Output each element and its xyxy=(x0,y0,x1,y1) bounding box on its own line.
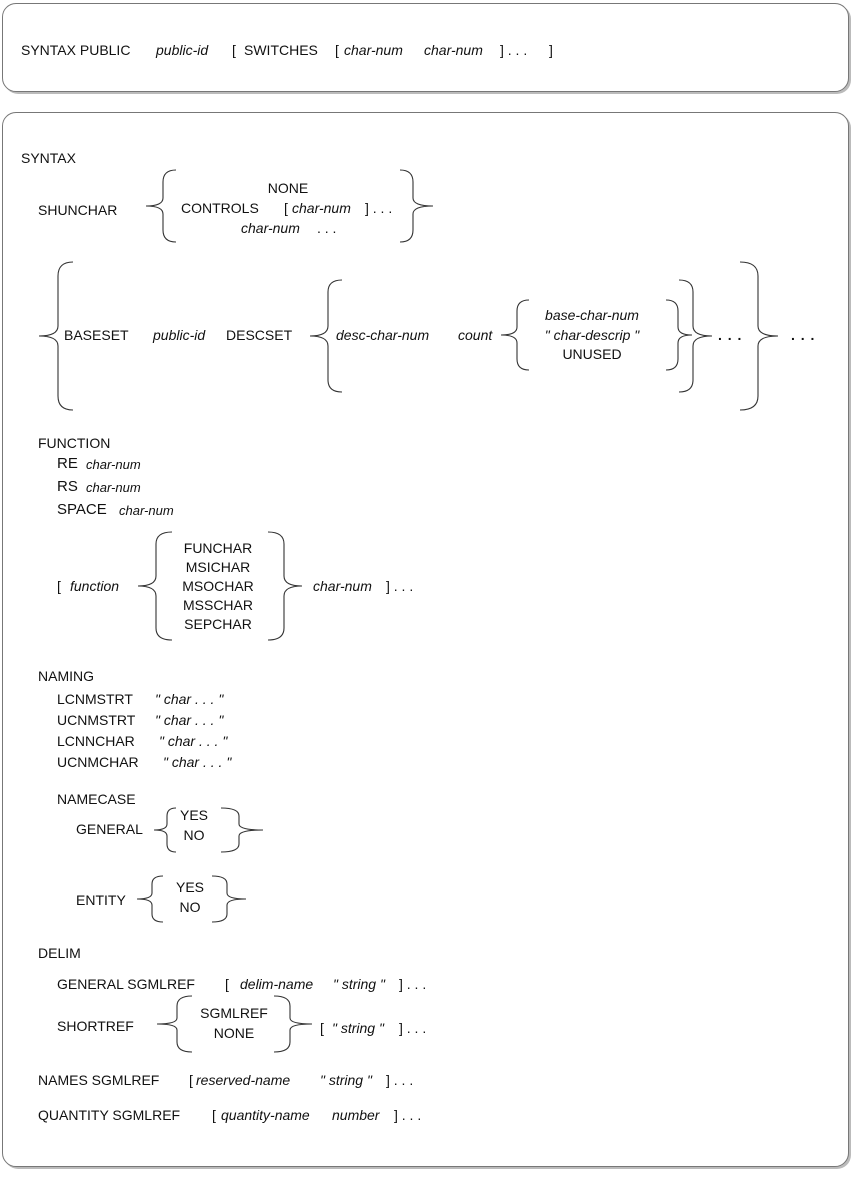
entity-left-brace-icon xyxy=(135,874,165,924)
inner-repeat: . . . xyxy=(718,327,743,343)
general-right-brace-icon xyxy=(219,806,265,854)
kw-general: GENERAL xyxy=(76,821,143,837)
descset-right-brace-icon xyxy=(677,278,715,394)
naming-kw: UCNMCHAR xyxy=(57,754,139,770)
arg-quantity-name: quantity-name xyxy=(221,1107,310,1123)
option-controls: CONTROLS xyxy=(181,200,259,216)
arg-number: number xyxy=(332,1107,380,1123)
arg-public-id: public-id xyxy=(156,42,209,58)
arg-reserved-name: reserved-name xyxy=(196,1072,291,1088)
bracket-open-2: [ xyxy=(335,42,339,58)
kw-switches: SWITCHES xyxy=(244,42,318,58)
right-brace-icon xyxy=(398,168,436,244)
arg-desc-char-num: desc-char-num xyxy=(336,327,430,343)
kw-shortref: SHORTREF xyxy=(57,1018,134,1034)
close-repeat: ] . . . xyxy=(500,42,528,58)
option-char-descrip: " char-descrip " xyxy=(544,327,640,343)
quantity-bracket-open: [ xyxy=(212,1107,216,1123)
kw-descset: DESCSET xyxy=(226,327,293,343)
namecase-title: NAMECASE xyxy=(57,791,136,807)
delim-bracket-open: [ xyxy=(225,976,229,992)
option-char-num: char-num xyxy=(241,220,300,236)
naming-arg: " char . . . " xyxy=(159,733,228,749)
general-option: YES xyxy=(179,807,208,823)
function-title: FUNCTION xyxy=(38,435,111,451)
kw-re: RE xyxy=(57,455,78,472)
class-option: SEPCHAR xyxy=(184,616,252,632)
space-arg: char-num xyxy=(119,503,174,518)
entity-option: NO xyxy=(179,899,201,915)
arg-string: " string " xyxy=(333,976,385,992)
re-arg: char-num xyxy=(86,457,141,472)
bracket-open: [ xyxy=(232,42,236,58)
arg-string: " string " xyxy=(320,1072,372,1088)
shortref-right-brace-icon xyxy=(272,994,314,1054)
controls-bracket-open: [ xyxy=(284,200,288,216)
outer-right-brace-icon xyxy=(738,260,780,412)
naming-arg: " char . . . " xyxy=(155,712,224,728)
rs-arg: char-num xyxy=(86,480,141,495)
kw-syntax-public: SYNTAX PUBLIC xyxy=(21,42,131,58)
class-option: MSOCHAR xyxy=(182,578,254,594)
arg-count: count xyxy=(458,327,493,343)
kw-general-sgmlref: GENERAL SGMLREF xyxy=(57,976,195,992)
names-close-repeat: ] . . . xyxy=(386,1072,414,1088)
syntax-title: SYNTAX xyxy=(21,150,76,166)
kw-names-sgmlref: NAMES SGMLREF xyxy=(38,1072,160,1088)
class-option: MSICHAR xyxy=(185,559,251,575)
arg-function: function xyxy=(70,578,120,594)
naming-arg: " char . . . " xyxy=(155,691,224,707)
char-num-repeat: . . . xyxy=(317,220,337,236)
naming-kw: LCNNCHAR xyxy=(57,733,135,749)
shortref-string: " string " xyxy=(332,1020,384,1036)
names-bracket-open: [ xyxy=(189,1072,193,1088)
kw-rs: RS xyxy=(57,478,78,495)
arg-char-num-1: char-num xyxy=(344,42,403,58)
class-option: FUNCHAR xyxy=(183,540,253,556)
kw-space: SPACE xyxy=(57,501,107,518)
shortref-left-brace-icon xyxy=(154,994,194,1054)
shortref-bracket-open: [ xyxy=(320,1020,324,1036)
naming-kw: LCNMSTRT xyxy=(57,691,133,707)
general-option: NO xyxy=(183,827,205,843)
outer-repeat: . . . xyxy=(791,327,816,343)
function-close-repeat: ] . . . xyxy=(386,578,414,594)
option-base-char-num: base-char-num xyxy=(545,307,639,323)
naming-title: NAMING xyxy=(38,668,94,684)
controls-arg: char-num xyxy=(292,200,351,216)
syntax-panel xyxy=(2,112,849,1167)
bracket-close: ] xyxy=(549,42,553,58)
delim-close-repeat: ] . . . xyxy=(399,976,427,992)
controls-close: ] . . . xyxy=(365,200,393,216)
shortref-option: NONE xyxy=(213,1025,255,1041)
entity-option: YES xyxy=(175,879,204,895)
delim-title: DELIM xyxy=(38,945,81,961)
option-unused: UNUSED xyxy=(562,346,622,362)
kw-entity: ENTITY xyxy=(76,892,126,908)
kw-quantity-sgmlref: QUANTITY SGMLREF xyxy=(38,1107,181,1123)
naming-arg: " char . . . " xyxy=(163,754,232,770)
option-none: NONE xyxy=(267,180,309,196)
naming-kw: UCNMSTRT xyxy=(57,712,136,728)
class-option: MSSCHAR xyxy=(182,597,253,613)
class-arg: char-num xyxy=(313,578,372,594)
kw-shunchar: SHUNCHAR xyxy=(38,202,118,218)
quantity-close-repeat: ] . . . xyxy=(394,1107,422,1123)
function-right-brace-icon xyxy=(265,530,305,642)
function-bracket-open: [ xyxy=(57,578,61,594)
left-brace-icon xyxy=(143,168,178,244)
arg-public-id: public-id xyxy=(153,327,206,343)
entity-right-brace-icon xyxy=(210,874,248,924)
arg-char-num-2: char-num xyxy=(424,42,483,58)
shortref-option: SGMLREF xyxy=(200,1005,268,1021)
shortref-close-repeat: ] . . . xyxy=(399,1020,427,1036)
kw-baseset: BASESET xyxy=(64,327,129,343)
arg-delim-name: delim-name xyxy=(240,976,314,992)
